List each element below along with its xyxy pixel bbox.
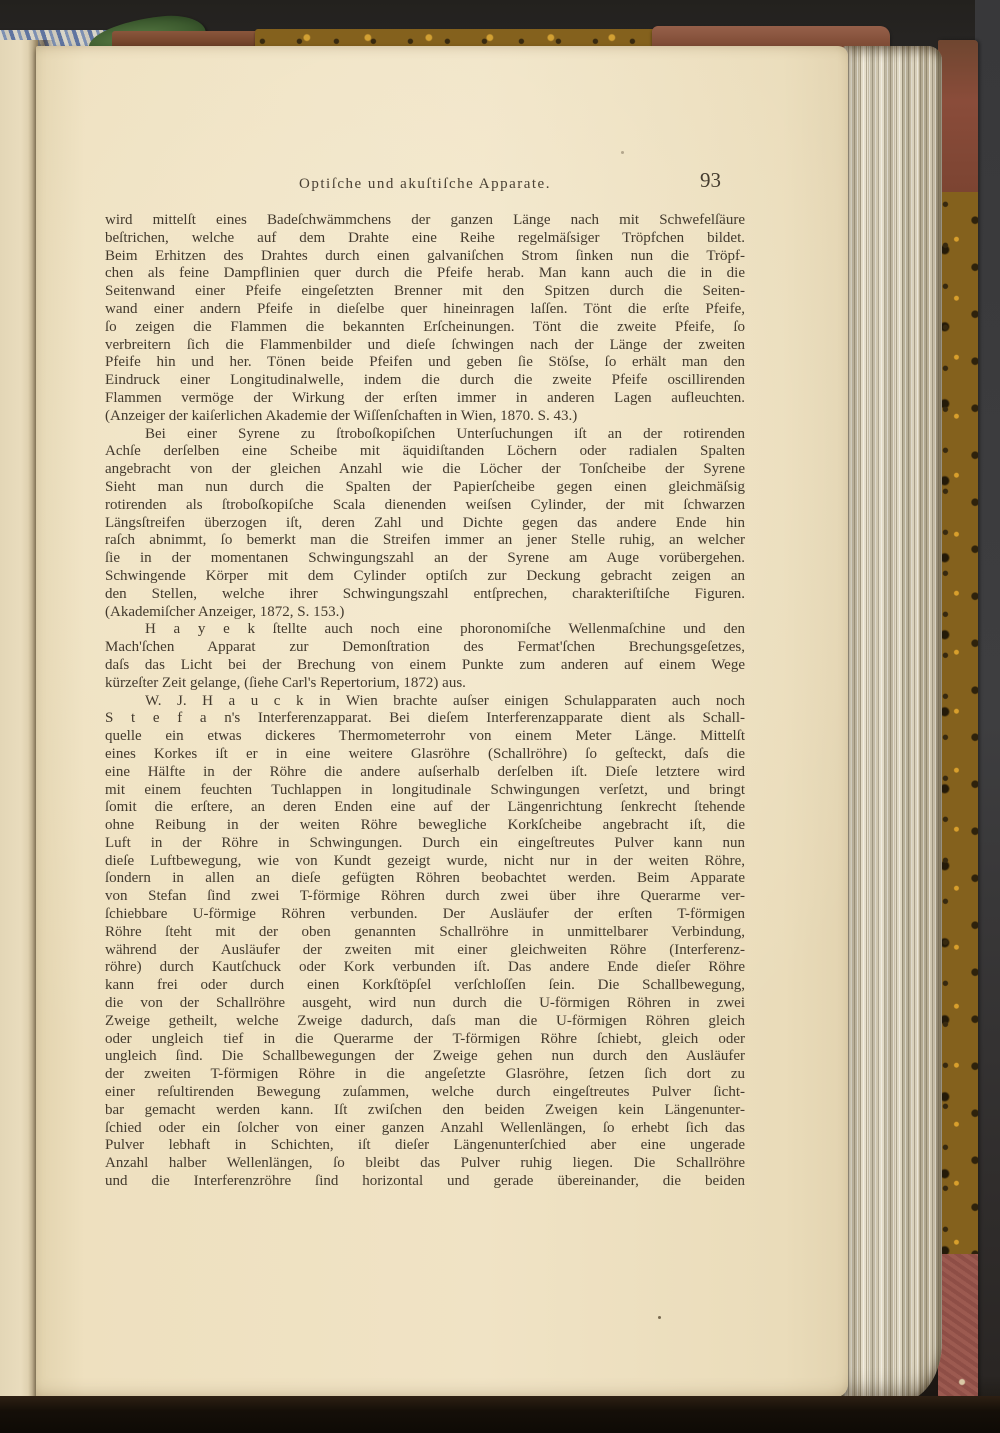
book-page (36, 46, 848, 1398)
text-line: Längsſtreifen überzogen iſt, deren Zahl und Dichte gegen das andere Ende hin (105, 514, 745, 531)
text-line: wand einer andern Pfeife in dieſelbe quer hineinragen laſſen. Tönt die erſte Pfeife, (105, 300, 745, 317)
cover-leather-top (938, 40, 978, 192)
text-line: Pfeife hin und her. Tönen beide Pfeifen und geben ſie Stöſse, ſo erhält man den (105, 354, 745, 371)
background-right (975, 0, 1000, 1433)
text-line: Zweige getheilt, welche Zweige dadurch, daſs man die U-förmigen Röhren gleich (105, 1012, 745, 1029)
text-line: bar gemacht werden kann. Iſt zwiſchen den beiden Zweigen kein Längenunter- (105, 1101, 745, 1118)
paper-speck (621, 151, 624, 154)
text-line: den Stellen, welche ihrer Schwingungszahl entſprechen, charakteriſtiſche Figuren. (105, 585, 745, 602)
text-line: dieſe Luftbewegung, wie von Kundt gezeigt wurde, nicht nur in der weiten Röhre, (105, 852, 745, 869)
text-line: ohne Reibung in der weiten Röhre bewegliche Korkſcheibe angebracht iſt, die (105, 817, 745, 834)
paper-speck (658, 1316, 661, 1319)
text-line: der zweiten T-förmigen Röhre in die angeſetzte Glasröhre, ſetzen ſich dort zu (105, 1066, 745, 1083)
text-line: (Anzeiger der kaiſerlichen Akademie der Wiſſenſchaften in Wien, 1870. S. 43.) (105, 407, 578, 424)
text-line: Sieht man nun durch die Spalten der Papierſcheibe gegen einen gleichmäſsig (105, 478, 745, 495)
text-line: eine Hälfte in der Röhre die andere auſserhalb derſelben iſt. Dieſe letztere wird (105, 763, 745, 780)
text-line: Anzahl halber Wellenlängen, ſo bleibt das Pulver ruhig liegen. Die Schallröhre (105, 1155, 745, 1172)
text-line: Luft in der Röhre in Schwingungen. Durch ein eingeſtreutes Pulver kann nun (105, 834, 745, 851)
text-line: W. J. H a u c k in Wien brachte auſser einigen Schulapparaten auch noch (145, 692, 745, 709)
text-line: ſchied oder ein ſolcher von einer ganzen Anzahl Wellenlängen, ſo erhebt ſich das (105, 1119, 745, 1136)
cover-marbled-strip (938, 192, 978, 1254)
text-line: Seitenwand einer Pfeife eingeſetzten Brenner mit den Spitzen durch die Seiten- (105, 283, 745, 300)
text-line: kürzeſter Zeit gelange, (ſiehe Carl's Repertorium, 1872) aus. (105, 674, 466, 691)
text-line: ſchiebbare U-förmige Röhren verbunden. Der Ausläufer der erſten T-förmigen (105, 906, 745, 923)
cover-right-edge (938, 40, 978, 1414)
text-line: die von der Schallröhre ausgeht, wird nun durch die U-förmigen Röhren in zwei (105, 995, 745, 1012)
text-line: Beim Erhitzen des Drahtes durch einen galvaniſchen Strom ſinken nun die Tröpf- (105, 247, 745, 264)
text-line: chen als feine Dampflinien quer durch die Pfeife herab. Man kann auch die in die (105, 265, 745, 282)
text-line: kann frei oder durch einen Korkſtöpſel verſchloſſen ſein. Die Schallbewegung, (105, 977, 745, 994)
text-line: Mach'ſchen Apparat zur Demonſtration des Fermat'ſchen Brechungsgeſetzes, (105, 639, 745, 656)
text-line: ſie in der momentanen Schwingungszahl an der Syrene am Auge vorübergehen. (105, 550, 745, 567)
text-line: Röhre ſteht mit der oben genannten Schallröhre in unmittelbarer Verbindung, (105, 923, 745, 940)
text-line: ſomit die erſtere, an deren Enden eine auf der Längenrichtung ſenkrecht ſtehende (105, 799, 745, 816)
text-line: Bei einer Syrene zu ſtroboſkopiſchen Unterſuchungen iſt an der rotirenden (145, 425, 745, 442)
text-line: einer reſultirenden Bewegung zuſammen, welche durch eingeſtreutes Pulver ſicht- (105, 1084, 745, 1101)
text-line: rotirenden als ſtroboſkopiſche Scala dienenden weiſsen Cylinder, der mit ſchwarzen (105, 496, 745, 513)
running-header: Optiſche und akuſtiſche Apparate. (299, 176, 551, 192)
text-line: quelle ein etwas dickeres Thermometerrohr von einem Meter Länge. Mittelſt (105, 728, 745, 745)
page-edge-stack (842, 46, 942, 1402)
text-line: Eindruck einer Longitudinalwelle, indem die durch die zweite Pfeife oscillirenden (105, 372, 745, 389)
text-line: ſo zeigen die Flammen die bekannten Erſcheinungen. Tönt die zweite Pfeife, ſo (105, 318, 745, 335)
text-line: Flammen vermöge der Wirkung der erſten immer in anderen Lagen aufleuchten. (105, 389, 745, 406)
text-line: eines Korkes iſt er in eine weitere Glasröhre (Schallröhre) ſo geſteckt, daſs die (105, 745, 745, 762)
text-line: röhre) durch Kautſchuck oder Kork verbunden iſt. Das andere Ende dieſer Röhre (105, 959, 745, 976)
text-line: angebracht von der gleichen Anzahl wie die Löcher der Tonſcheibe der Syrene (105, 461, 745, 478)
text-line: (Akademiſcher Anzeiger, 1872, S. 153.) (105, 603, 345, 620)
text-line: ſondern in allen an dieſe gefügten Röhren beobachtet werden. Beim Apparate (105, 870, 745, 887)
text-line: daſs das Licht bei der Brechung von einem Punkte zum anderen auf einem Wege (105, 656, 745, 673)
text-line: verbreitern ſich die Flammenbilder und dieſe ſchwingen nach der Länge der zweiten (105, 336, 745, 353)
text-line: H a y e k ſtellte auch noch eine phoronomiſche Wellenmaſchine und den (145, 621, 745, 638)
text-line: Pulver lebhaft in Schichten, iſt dieſer Längenunterſchied aber eine ungerade (105, 1137, 745, 1154)
cover-leather-bottom (938, 1254, 978, 1414)
text-line: S t e f a n's Interferenzapparat. Bei dieſem Interferenzapparate dient als Schall- (105, 710, 745, 727)
text-line: Achſe derſelben eine Scheibe mit äquidiſtanden Löchern oder radialen Spalten (105, 443, 745, 460)
background-bottom (0, 1396, 1000, 1433)
text-line: raſch abnimmt, ſo bemerkt man die Streifen immer an jener Stelle ruhig, an welcher (105, 532, 745, 549)
text-line: mit einem feuchten Tuchlappen in longitudinale Schwingungen verſetzt, und bringt (105, 781, 745, 798)
page-number: 93 (700, 168, 721, 192)
text-line: beſtrichen, welche auf dem Drahte eine Reihe regelmäſsiger Tröpfchen bildet. (105, 229, 745, 246)
text-line: wird mittelſt eines Badeſchwämmchens der ganzen Länge nach mit Schwefelſäure (105, 212, 745, 228)
text-line: oder ungleich tief in die Querarme der T-förmigen Röhre ſchiebt, gleich oder (105, 1030, 745, 1047)
text-line: ungleich ſind. Die Schallbewegungen der Zweige gehen nun durch den Ausläufer (105, 1048, 745, 1065)
page-text (105, 212, 745, 1191)
text-line: Schwingende Körper mit dem Cylinder optiſch zur Deckung gebracht zeigen an (105, 567, 745, 584)
text-line: während der Ausläufer der zweiten mit einer gleichweiten Röhre (Interferenz- (105, 941, 745, 958)
text-line: von Stefan ſind zwei T-förmige Röhren durch zwei über ihre Querarme ver- (105, 888, 745, 905)
text-line: und die Interferenzröhre ſind horizontal und gerade übereinander, die beiden (105, 1173, 745, 1190)
